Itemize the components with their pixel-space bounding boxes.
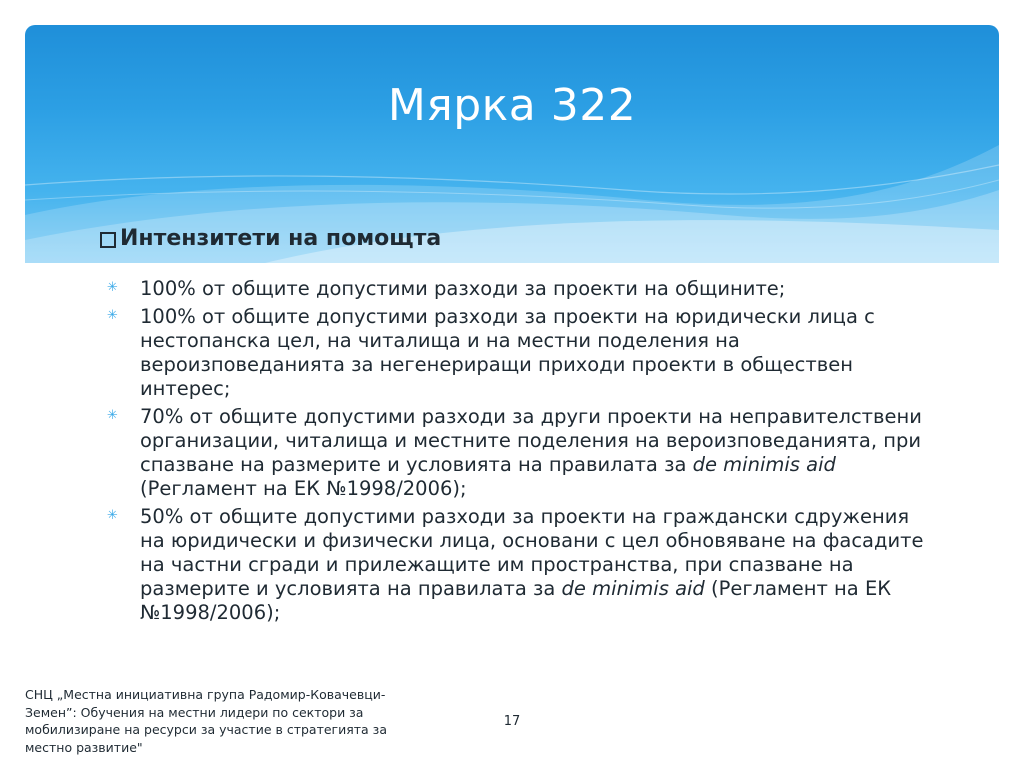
section-heading: [100, 226, 930, 251]
bullet-italic-text: de minimis aid: [692, 453, 836, 476]
content-area: [100, 226, 930, 629]
bullet-text: 100% от общите допустими разходи за проекти на юридически лица с нестопанска цел, на читалища и на местни поделения на вероизповеданията за негенериращи приходи проекти в обществен интерес;: [140, 305, 875, 400]
list-item: [100, 405, 930, 501]
star-icon: ✳: [107, 508, 118, 523]
bullet-text: 50% от общите допустими разходи за проекти на граждански сдружения на юридически и физически лица, основани с цел обновяване на фасадите на частни сгради и прилежащите им пространства, при спазване на размерите и условията на правилата за: [140, 505, 924, 600]
list-item: [100, 277, 930, 301]
bullet-text: 70% от общите допустими разходи за други проекти на неправителствени организации, читалища и местните поделения на вероизповеданията, при спазване на размерите и условията на правилата за: [140, 405, 922, 476]
bullet-tail-text: (Регламент на ЕК №1998/2006);: [140, 577, 892, 624]
star-icon: ✳: [107, 308, 118, 323]
list-item: [100, 305, 930, 401]
bullet-tail-text: (Регламент на ЕК №1998/2006);: [140, 477, 467, 500]
section-heading-text: Интензитети на помощта: [120, 226, 442, 251]
checkbox-icon: [100, 232, 116, 248]
footer-text: СНЦ „Местна инициативна група Радомир-Ковачевци-Земен”: Обучения на местни лидери по сектори за мобилизиране на ресурси за участие в стратегията за местно развитие": [25, 687, 387, 755]
star-icon: ✳: [107, 408, 118, 423]
slide-title: Мярка 322: [387, 80, 637, 131]
bullet-list: [100, 277, 930, 625]
list-item: [100, 505, 930, 625]
star-icon: ✳: [107, 280, 118, 295]
bullet-text: 100% от общите допустими разходи за проекти на общините;: [140, 277, 786, 300]
bullet-italic-text: de minimis aid: [561, 577, 705, 600]
page-number: 17: [503, 714, 521, 729]
